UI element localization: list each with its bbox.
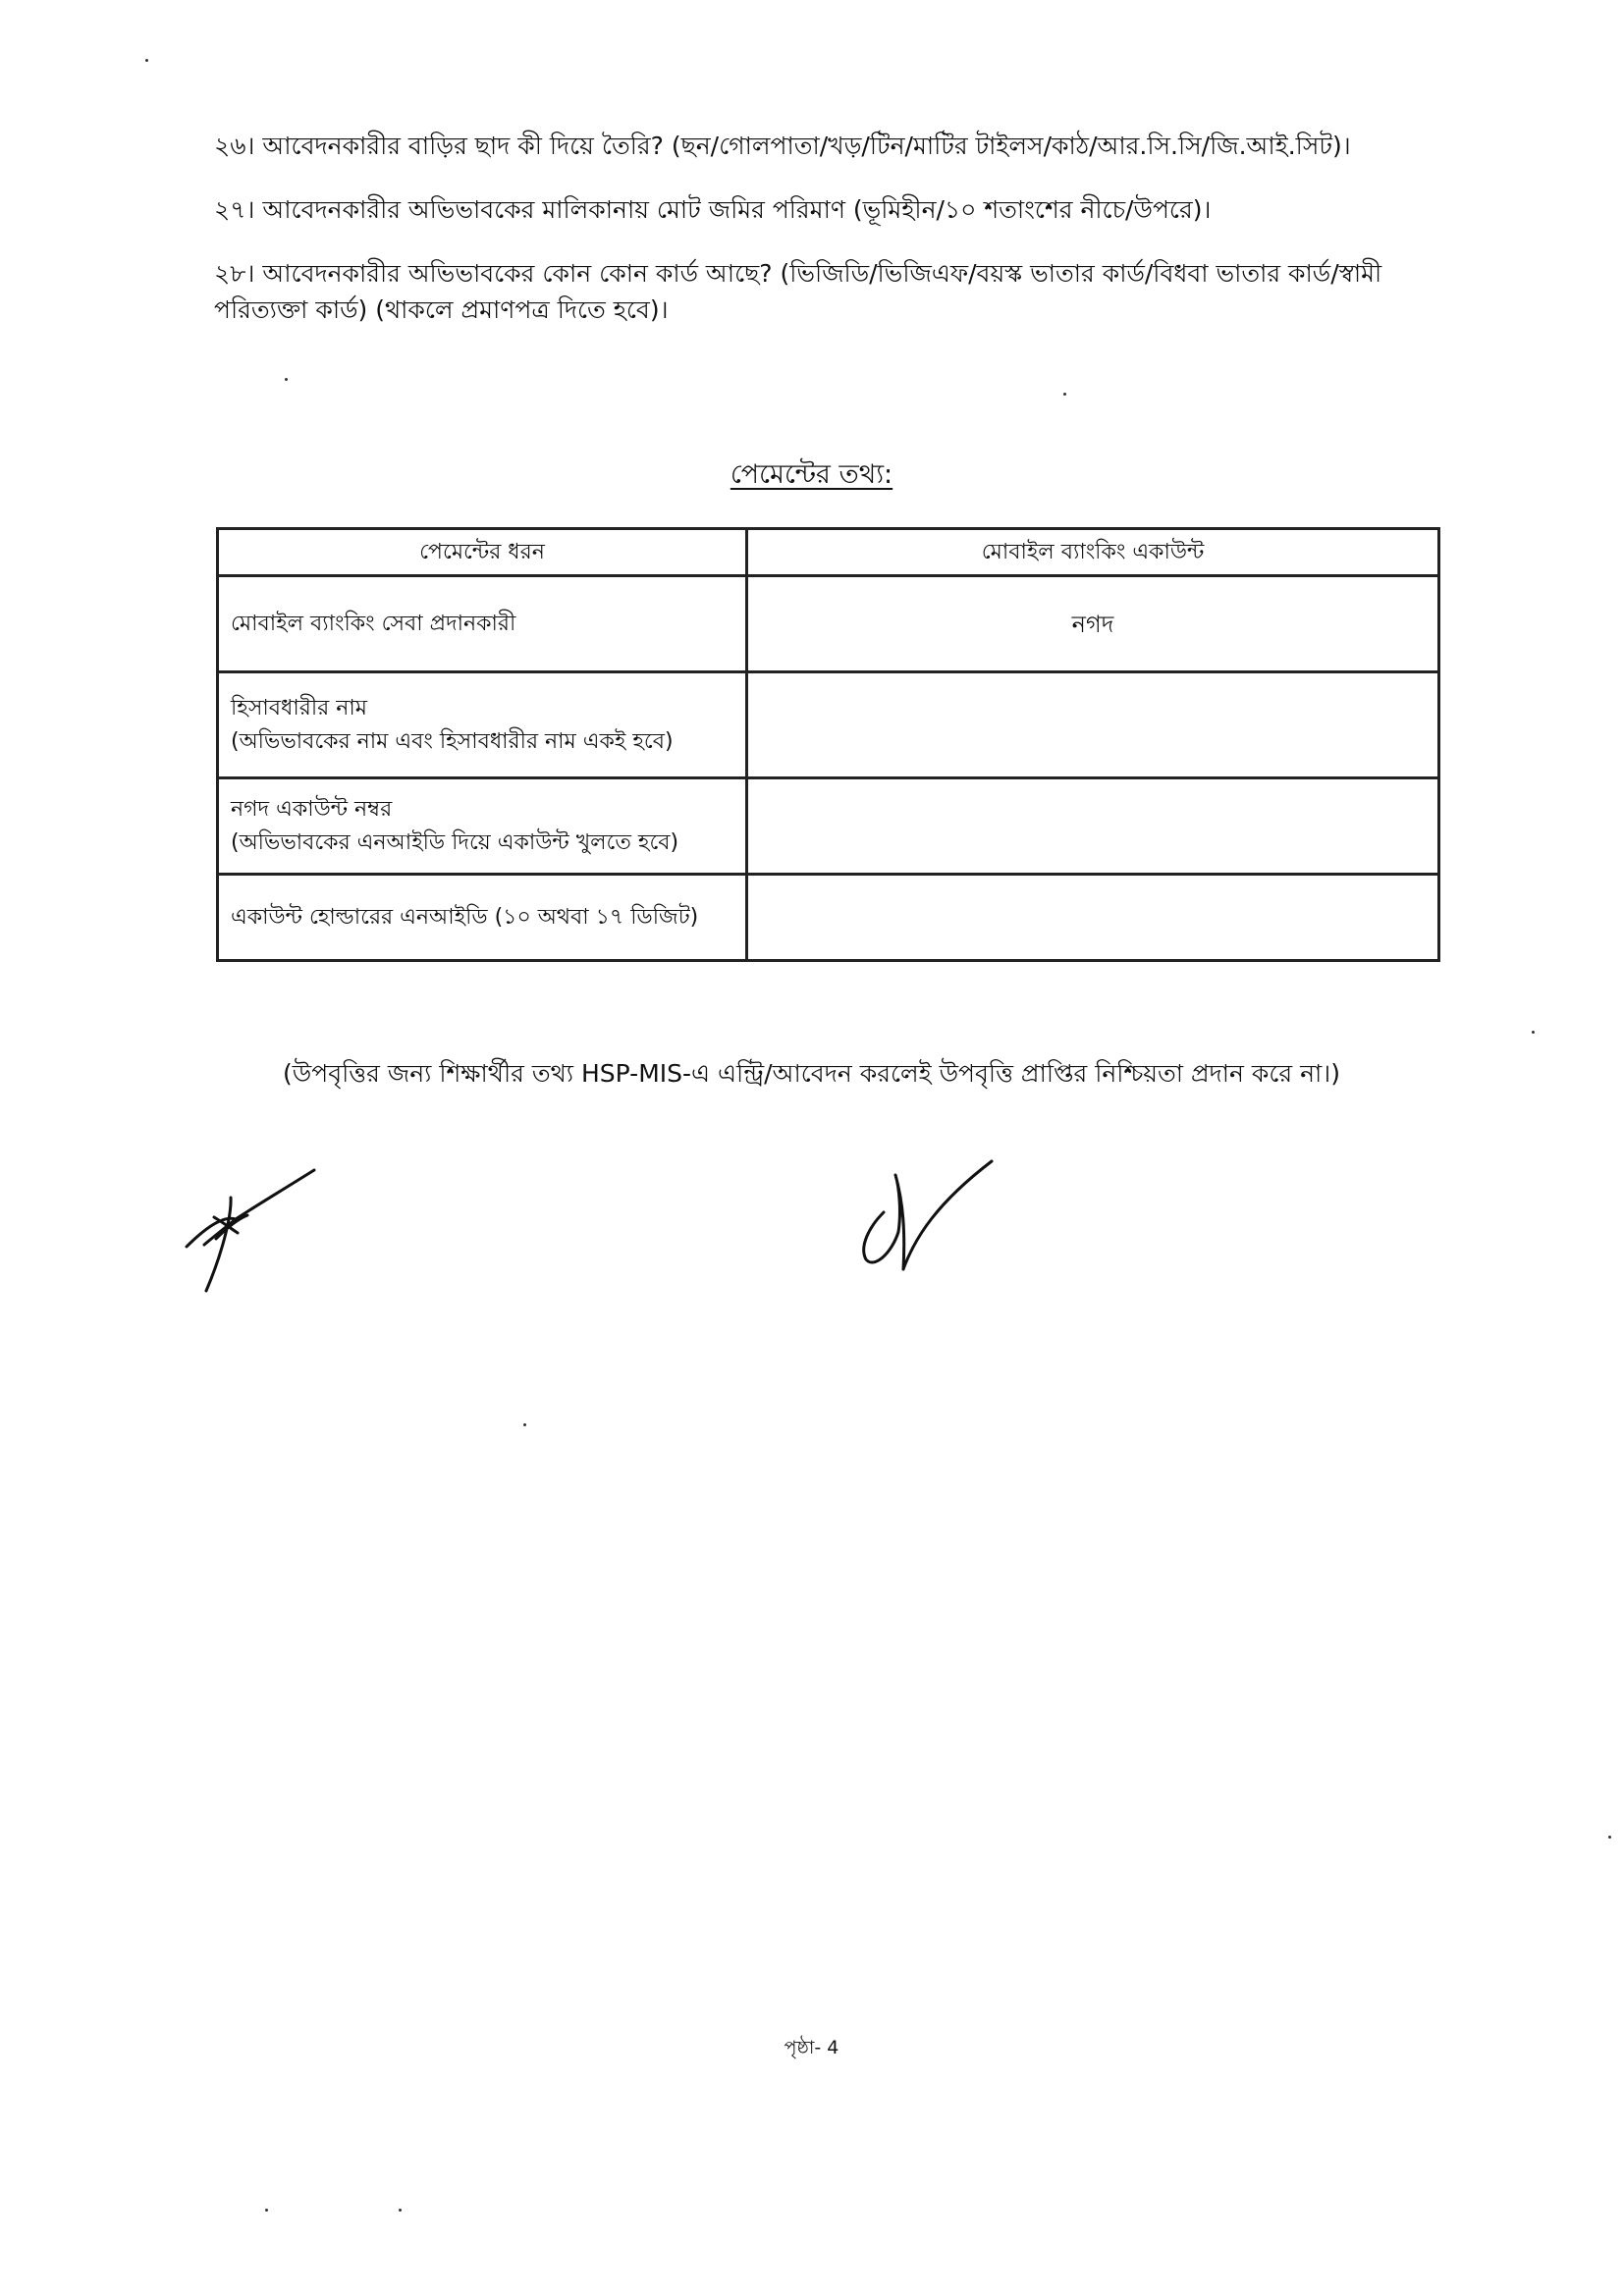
table-header-row — [218, 529, 1439, 576]
row-label-text: মোবাইল ব্যাংকিং সেবা প্রদানকারী — [231, 611, 516, 636]
header-mobile-banking-account: মোবাইল ব্যাংকিং একাউন্ট — [747, 529, 1439, 576]
table-row — [218, 875, 1439, 961]
row-label-text: হিসাবধারীর নাম — [231, 695, 367, 721]
scan-speck — [145, 59, 148, 62]
header-payment-type: পেমেন্টের ধরন — [218, 529, 747, 576]
question-28: ২৮। আবেদনকারীর অভিভাবকের কোন কোন কার্ড আছে? (ভিজিডি/ভিজিএফ/বয়স্ক ভাতার কার্ড/বিধবা ভাতার কার্ড/স্বামী পরিত্যক্তা কার্ড) (থাকলে প্রমাণপত্র দিতে হবে)। — [214, 259, 1382, 324]
row-value-provider: নগদ — [747, 576, 1439, 672]
scan-speck — [285, 378, 288, 381]
row-label-note: (অভিভাবকের এনআইডি দিয়ে একাউন্ট খুলতে হবে) — [231, 829, 679, 855]
scan-speck — [1608, 1836, 1611, 1839]
scan-speck — [265, 2209, 268, 2212]
question-26: ২৬। আবেদনকারীর বাড়ির ছাদ কী দিয়ে তৈরি? (ছন/গোলপাতা/খড়/টিন/মাটির টাইলস/কাঠ/আর.সি.সি/জি.আই.সিট)। — [214, 132, 1351, 160]
row-label — [218, 576, 747, 672]
disclaimer-note: (উপবৃত্তির জন্য শিক্ষার্থীর তথ্য HSP-MIS-এ এন্ট্রি/আবেদন করলেই উপবৃত্তি প্রাপ্তির নিশ্চিয়তা প্রদান করে না।) — [283, 1059, 1340, 1088]
row-label-text: একাউন্ট হোল্ডারের এনআইডি (১০ অথবা ১৭ ডিজিট) — [231, 904, 699, 930]
scan-speck — [523, 1423, 526, 1426]
table-row — [218, 672, 1439, 778]
row-value-holder-nid — [747, 875, 1439, 961]
payment-info-table — [216, 527, 1440, 962]
row-label — [218, 875, 747, 961]
payment-section-title: পেমেন্টের তথ্য: — [730, 459, 893, 490]
question-27: ২৭। আবেদনকারীর অভিভাবকের মালিকানায় মোট জমির পরিমাণ (ভূমিহীন/১০ শতাংশের নীচে/উপরে)। — [214, 195, 1212, 224]
row-label — [218, 778, 747, 875]
page-number: পৃষ্ঠা- 4 — [784, 2037, 839, 2058]
scan-speck — [1063, 393, 1066, 396]
signature-right — [844, 1153, 1001, 1276]
table-row — [218, 778, 1439, 875]
row-value-account-holder-name — [747, 672, 1439, 778]
scan-speck — [399, 2209, 402, 2212]
row-label — [218, 672, 747, 778]
row-label-note: (অভিভাবকের নাম এবং হিসাবধারীর নাম একই হবে) — [231, 728, 674, 754]
question-list — [214, 128, 1407, 355]
table-row — [218, 576, 1439, 672]
row-label-text: নগদ একাউন্ট নম্বর — [231, 796, 393, 822]
signature-left — [177, 1158, 324, 1296]
row-value-account-number — [747, 778, 1439, 875]
scan-speck — [1532, 1031, 1535, 1034]
